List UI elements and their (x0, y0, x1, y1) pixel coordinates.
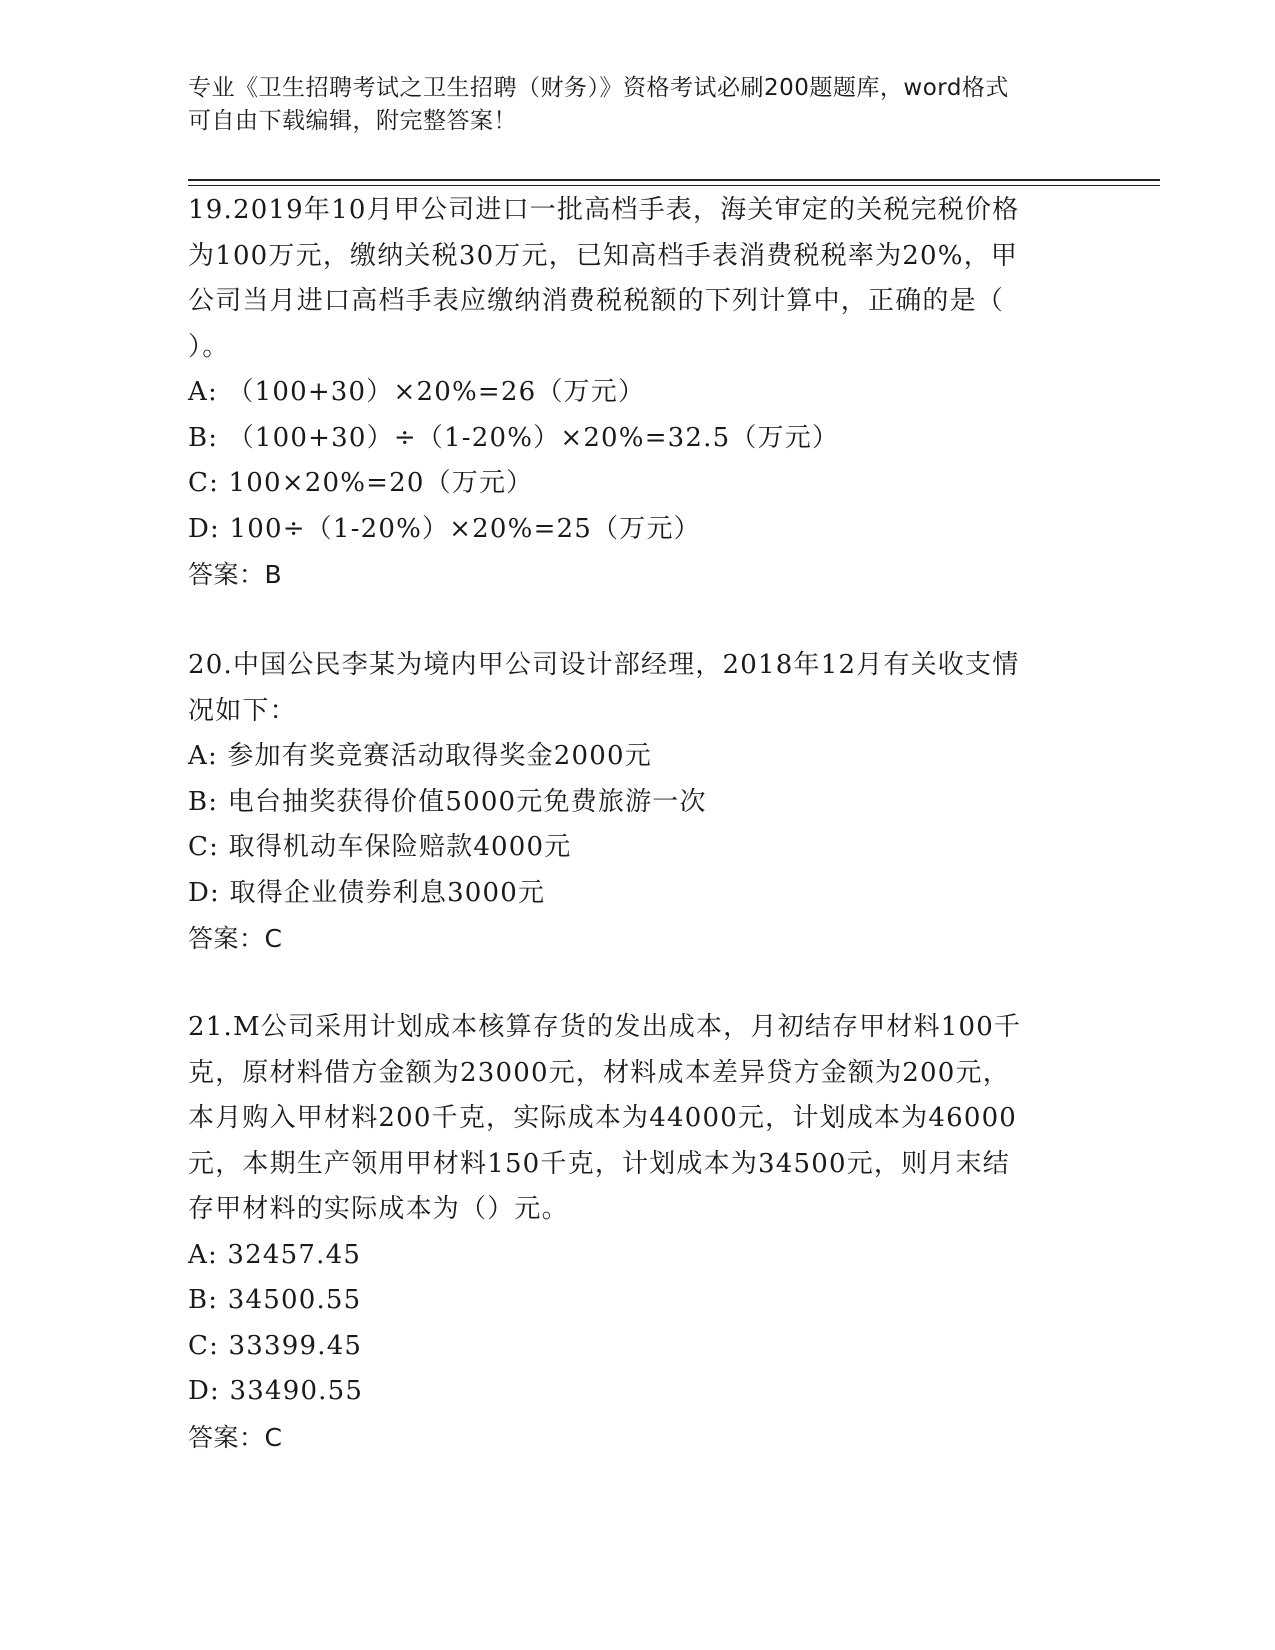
document-header (188, 72, 1068, 138)
option-b: B: 34500.55 (188, 1285, 362, 1315)
question-text-line: 公司当月进口高档手表应缴纳消费税税额的下列计算中，正确的是（ (188, 286, 1005, 316)
question-text-line: ）。 (188, 331, 230, 362)
option-d: D: 取得企业债券利息3000元 (188, 877, 546, 908)
answer-label: 答案：B (188, 560, 283, 589)
option-c: C: 100×20%=20（万元） (188, 468, 534, 498)
option-c: C: 取得机动车保险赔款4000元 (188, 832, 572, 862)
question-text-line: 本月购入甲材料200千克，实际成本为44000元，计划成本为46000 (188, 1103, 1018, 1133)
option-c: C: 33399.45 (188, 1330, 363, 1361)
option-b: B: 电台抽奖获得价值5000元免费旅游一次 (188, 786, 707, 817)
option-d: D: 33490.55 (188, 1376, 364, 1406)
question-text-line: 存甲材料的实际成本为（）元。 (188, 1194, 569, 1224)
option-a: A: 参加有奖竞赛活动取得奖金2000元 (188, 741, 652, 771)
question-text-line: 况如下： (188, 695, 297, 726)
question-19 (188, 188, 1088, 598)
header-divider (188, 179, 1160, 186)
option-a: A: （100+30）×20%=26（万元） (188, 377, 646, 407)
answer-label: 答案：C (188, 924, 283, 953)
question-text-line: 21.M公司采用计划成本核算存货的发出成本，月初结存甲材料100千 (188, 1012, 1022, 1042)
question-text-line: 19.2019年10月甲公司进口一批高档手表，海关审定的关税完税价格 (188, 195, 1020, 225)
option-a: A: 32457.45 (188, 1239, 362, 1270)
question-text-line: 20.中国公民李某为境内甲公司设计部经理，2018年12月有关收支情 (188, 650, 1020, 680)
option-b: B: （100+30）÷（1-20%）×20%=32.5（万元） (188, 422, 840, 453)
question-21 (188, 1005, 1088, 1460)
question-text-line: 元，本期生产领用甲材料150千克，计划成本为34500元，则月末结 (188, 1148, 1010, 1179)
option-d: D: 100÷（1-20%）×20%=25（万元） (188, 513, 701, 544)
header-line-1: 专业《卫生招聘考试之卫生招聘（财务）》资格考试必刷200题题库，word格式 (188, 75, 1009, 101)
question-text-line: 为100万元，缴纳关税30万元，已知高档手表消费税税率为20%，甲 (188, 240, 1019, 271)
question-text-line: 克，原材料借方金额为23000元，材料成本差异贷方金额为200元， (188, 1057, 1010, 1088)
question-20 (188, 643, 1088, 962)
answer-label: 答案：C (188, 1422, 283, 1452)
header-line-2: 可自由下载编辑，附完整答案！ (188, 108, 517, 134)
